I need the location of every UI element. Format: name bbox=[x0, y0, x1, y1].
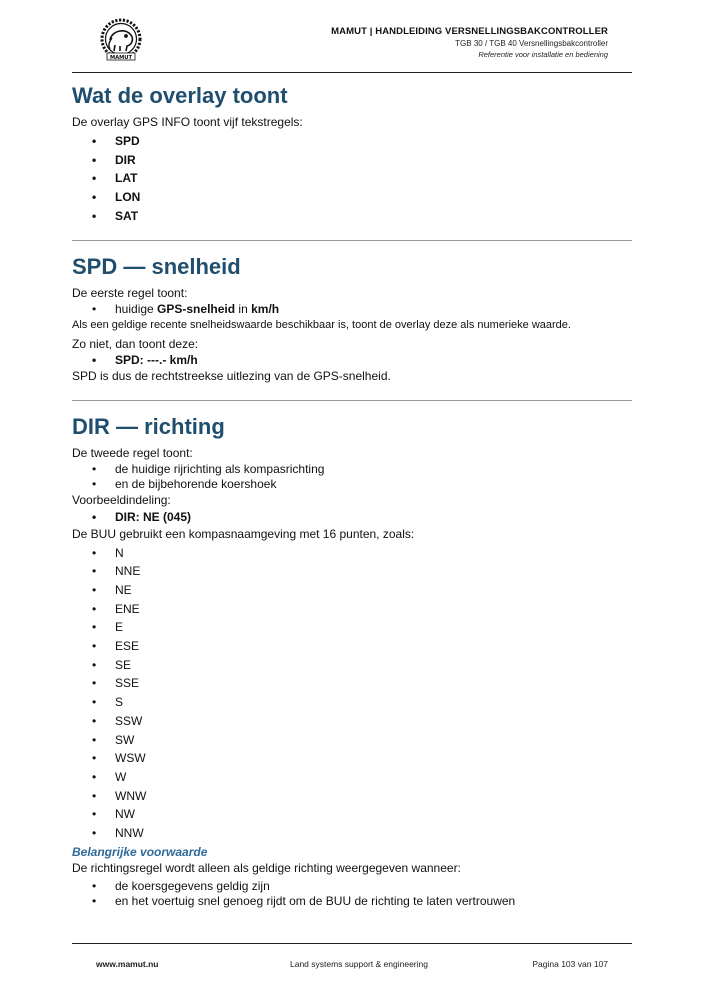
compass-points-list bbox=[72, 544, 632, 843]
list-item: • SPD bbox=[72, 132, 632, 151]
footer-website: www.mamut.nu bbox=[96, 959, 159, 969]
list-item: • SPD: ---.- km/h bbox=[72, 353, 632, 368]
header-reference: Referentie voor installatie en bediening bbox=[478, 50, 608, 59]
list-item: • NNE bbox=[72, 562, 632, 581]
list-item: • SW bbox=[72, 731, 632, 750]
list-item: • S bbox=[72, 693, 632, 712]
dir-list bbox=[72, 462, 632, 492]
header-divider bbox=[72, 72, 632, 73]
section-title: DIR — richting bbox=[72, 413, 225, 439]
overlay-lines-list bbox=[72, 132, 632, 226]
list-item: • NW bbox=[72, 805, 632, 824]
list-item: • huidige GPS-snelheid in km/h bbox=[72, 302, 632, 317]
spd-else: Zo niet, dan toont deze: bbox=[72, 336, 199, 351]
gps-speed-term: GPS-snelheid bbox=[157, 301, 236, 316]
condition-intro: De richtingsregel wordt alleen als geldige richting weergegeven wanneer: bbox=[72, 860, 461, 875]
list-item: • LON bbox=[72, 188, 632, 207]
section-title: SPD — snelheid bbox=[72, 253, 241, 279]
list-item: • WSW bbox=[72, 749, 632, 768]
list-item: • WNW bbox=[72, 787, 632, 806]
section-divider bbox=[72, 240, 632, 241]
section-spd bbox=[72, 255, 632, 384]
list-item: • en de bijbehorende koershoek bbox=[72, 477, 632, 492]
mamut-logo bbox=[96, 18, 146, 62]
spd-note: Als een geldige recente snelheidswaarde beschikbaar is, toont de overlay deze als numerieke waarde. bbox=[72, 318, 571, 331]
list-item: • W bbox=[72, 768, 632, 787]
list-item: • en het voertuig snel genoeg rijdt om de BUU de richting te laten vertrouwen bbox=[72, 894, 632, 909]
section-overlay bbox=[72, 84, 632, 226]
list-item: • NE bbox=[72, 581, 632, 600]
spd-list bbox=[72, 302, 632, 317]
section-title: Wat de overlay toont bbox=[72, 83, 288, 108]
compass-intro: De BUU gebruikt een kompasnaamgeving met 16 punten, zoals: bbox=[72, 526, 415, 541]
section-intro: De eerste regel toont: bbox=[72, 285, 188, 300]
section-divider bbox=[72, 400, 632, 401]
spd-fallback-list bbox=[72, 353, 632, 368]
page-content bbox=[72, 84, 632, 909]
section-intro: De tweede regel toont: bbox=[72, 445, 193, 460]
list-item: • DIR bbox=[72, 151, 632, 170]
list-item: • ESE bbox=[72, 637, 632, 656]
list-item: • SSE bbox=[72, 674, 632, 693]
list-item: • ENE bbox=[72, 600, 632, 619]
list-item: • DIR: NE (045) bbox=[72, 510, 632, 525]
section-dir bbox=[72, 415, 632, 909]
list-item: • SAT bbox=[72, 207, 632, 226]
header-brand: MAMUT | HANDLEIDING VERSNELLINGSBAKCONTROLLER bbox=[331, 26, 608, 37]
spd-summary: SPD is dus de rechtstreekse uitlezing van de GPS-snelheid. bbox=[72, 368, 391, 383]
list-item: • SE bbox=[72, 656, 632, 675]
footer-page-number: Pagina 103 van 107 bbox=[532, 959, 608, 969]
dir-example-label: Voorbeeldindeling: bbox=[72, 493, 171, 508]
list-item: • E bbox=[72, 618, 632, 637]
header-model: TGB 30 / TGB 40 Versnellingsbakcontroller bbox=[455, 39, 608, 48]
dir-example-list bbox=[72, 510, 632, 525]
list-item: • SSW bbox=[72, 712, 632, 731]
conditions-list bbox=[72, 879, 632, 909]
section-intro: De overlay GPS INFO toont vijf tekstregels: bbox=[72, 115, 303, 129]
list-item: • N bbox=[72, 544, 632, 563]
svg-text:MAMUT: MAMUT bbox=[109, 54, 133, 61]
page-header bbox=[72, 18, 632, 72]
list-item: • LAT bbox=[72, 169, 632, 188]
list-item: • NNW bbox=[72, 824, 632, 843]
header-text bbox=[331, 26, 608, 59]
unit-term: km/h bbox=[251, 301, 280, 316]
footer-divider bbox=[72, 943, 632, 944]
footer-tagline: Land systems support & engineering bbox=[290, 959, 428, 969]
condition-heading: Belangrijke voorwaarde bbox=[72, 844, 208, 859]
list-item: • de huidige rijrichting als kompasrichting bbox=[72, 462, 632, 477]
list-item: • de koersgegevens geldig zijn bbox=[72, 879, 632, 894]
